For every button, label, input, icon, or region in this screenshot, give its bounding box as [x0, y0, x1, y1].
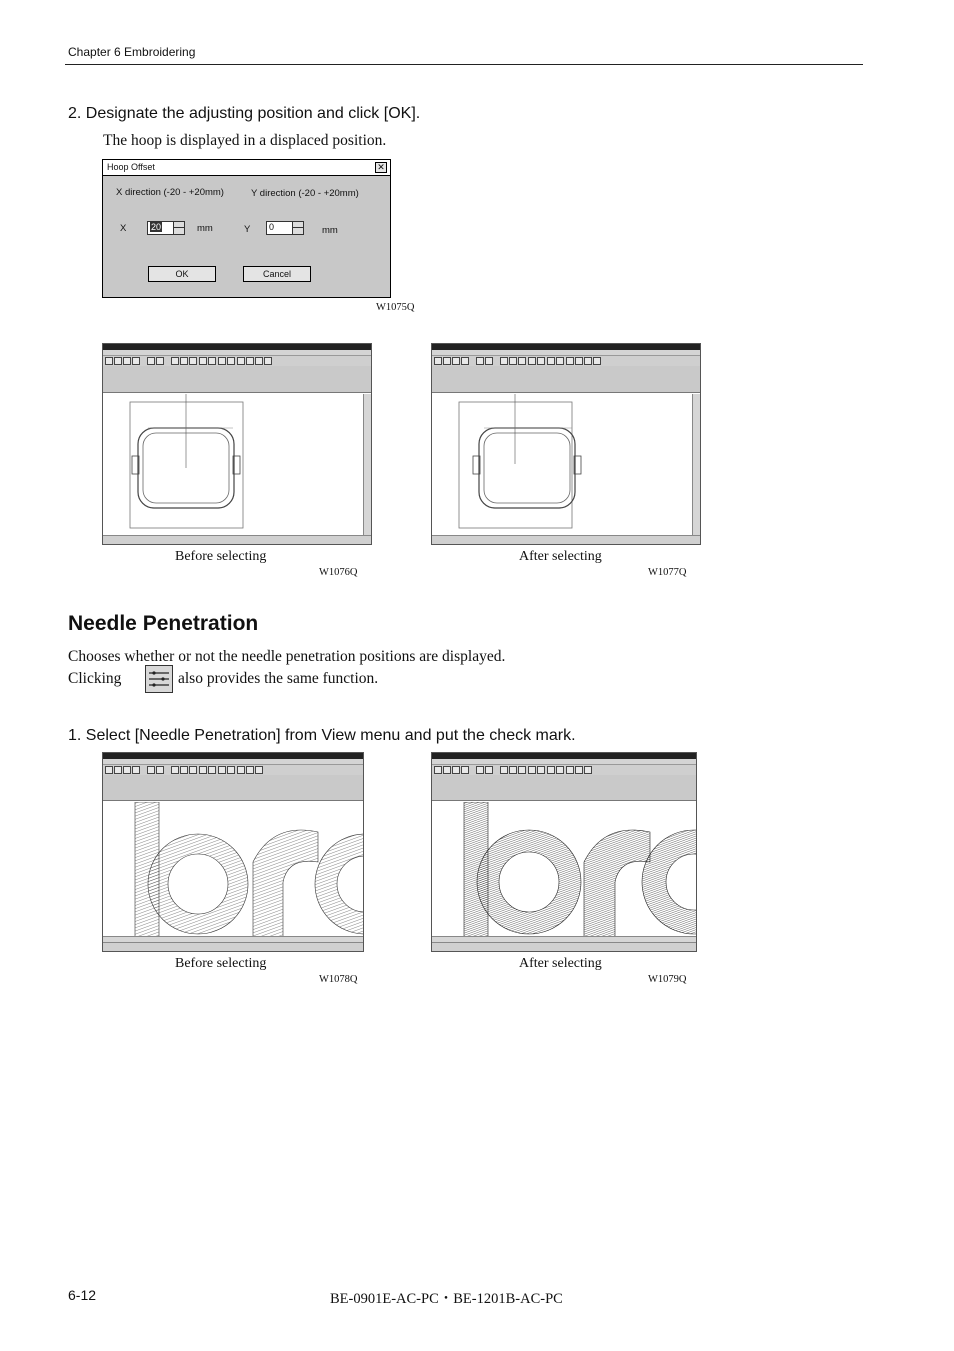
ok-button[interactable]: OK — [148, 266, 216, 282]
dialog-title: Hoop Offset — [107, 162, 155, 172]
x-range-label: X direction (-20 - +20mm) — [116, 187, 224, 198]
header-rule — [65, 64, 863, 65]
needle-after-caption: After selecting — [519, 956, 602, 971]
clicking-text: Clicking — [68, 670, 122, 687]
close-icon[interactable]: ✕ — [375, 162, 387, 173]
step-1-instruction: 1. Select [Needle Penetration] from View menu and put the check mark. — [68, 727, 576, 744]
status-bar — [103, 942, 363, 951]
toolbar — [432, 765, 696, 775]
needle-penetration-icon[interactable] — [145, 665, 173, 693]
section-title: Needle Penetration — [68, 612, 259, 635]
hoop-before-screenshot — [102, 343, 372, 545]
x-offset-spinner[interactable] — [147, 221, 185, 235]
vertical-scrollbar — [692, 394, 700, 535]
needle-after-screenshot — [431, 752, 697, 952]
y-spin-arrows-icon[interactable] — [292, 222, 303, 234]
needle-after-code: W1079Q — [648, 974, 687, 985]
page-number: 6-12 — [68, 1287, 97, 1303]
hoop-offset-dialog — [102, 159, 391, 298]
hoop-before-caption: Before selecting — [175, 549, 267, 564]
dialog-titlebar — [103, 160, 390, 176]
embroidery-pattern-with-penetration — [432, 802, 696, 940]
model-number: BE-0901E-AC-PC・BE-1201B-AC-PC — [330, 1291, 563, 1307]
hoop-drawing — [103, 394, 371, 536]
toolbar — [432, 356, 700, 366]
y-label: Y — [244, 224, 251, 235]
control-panel — [103, 366, 371, 393]
control-panel — [432, 366, 700, 393]
clicking-text-suffix: also provides the same function. — [178, 670, 379, 687]
needle-before-screenshot — [102, 752, 364, 952]
x-offset-value[interactable]: 20 — [151, 222, 162, 232]
chapter-header: Chapter 6 Embroidering — [68, 45, 196, 59]
needle-before-caption: Before selecting — [175, 956, 267, 971]
y-range-label: Y direction (-20 - +20mm) — [251, 188, 359, 199]
toolbar — [103, 765, 363, 775]
y-offset-value[interactable]: 0 — [269, 222, 275, 232]
hoop-before-code: W1076Q — [319, 567, 358, 578]
y-offset-spinner[interactable] — [266, 221, 304, 235]
y-unit: mm — [322, 225, 338, 236]
status-bar — [432, 535, 700, 544]
control-panel — [432, 775, 696, 801]
cancel-button[interactable]: Cancel — [243, 266, 311, 282]
step-2-note: The hoop is displayed in a displaced position. — [103, 132, 387, 149]
vertical-scrollbar — [363, 394, 371, 535]
status-bar — [432, 942, 696, 951]
control-panel — [103, 775, 363, 801]
x-unit: mm — [197, 223, 213, 234]
x-spin-arrows-icon[interactable] — [173, 222, 184, 234]
dialog-figure-code: W1075Q — [376, 302, 415, 313]
hoop-after-screenshot — [431, 343, 701, 545]
step-2-instruction: 2. Designate the adjusting position and click [OK]. — [68, 105, 421, 122]
needle-before-code: W1078Q — [319, 974, 358, 985]
hoop-after-code: W1077Q — [648, 567, 687, 578]
embroidery-pattern — [103, 802, 363, 940]
toolbar — [103, 356, 371, 366]
status-bar — [103, 535, 371, 544]
section-description: Chooses whether or not the needle penetration positions are displayed. — [68, 648, 506, 665]
x-label: X — [120, 223, 127, 234]
hoop-after-caption: After selecting — [519, 549, 602, 564]
hoop-drawing-displaced — [432, 394, 700, 536]
